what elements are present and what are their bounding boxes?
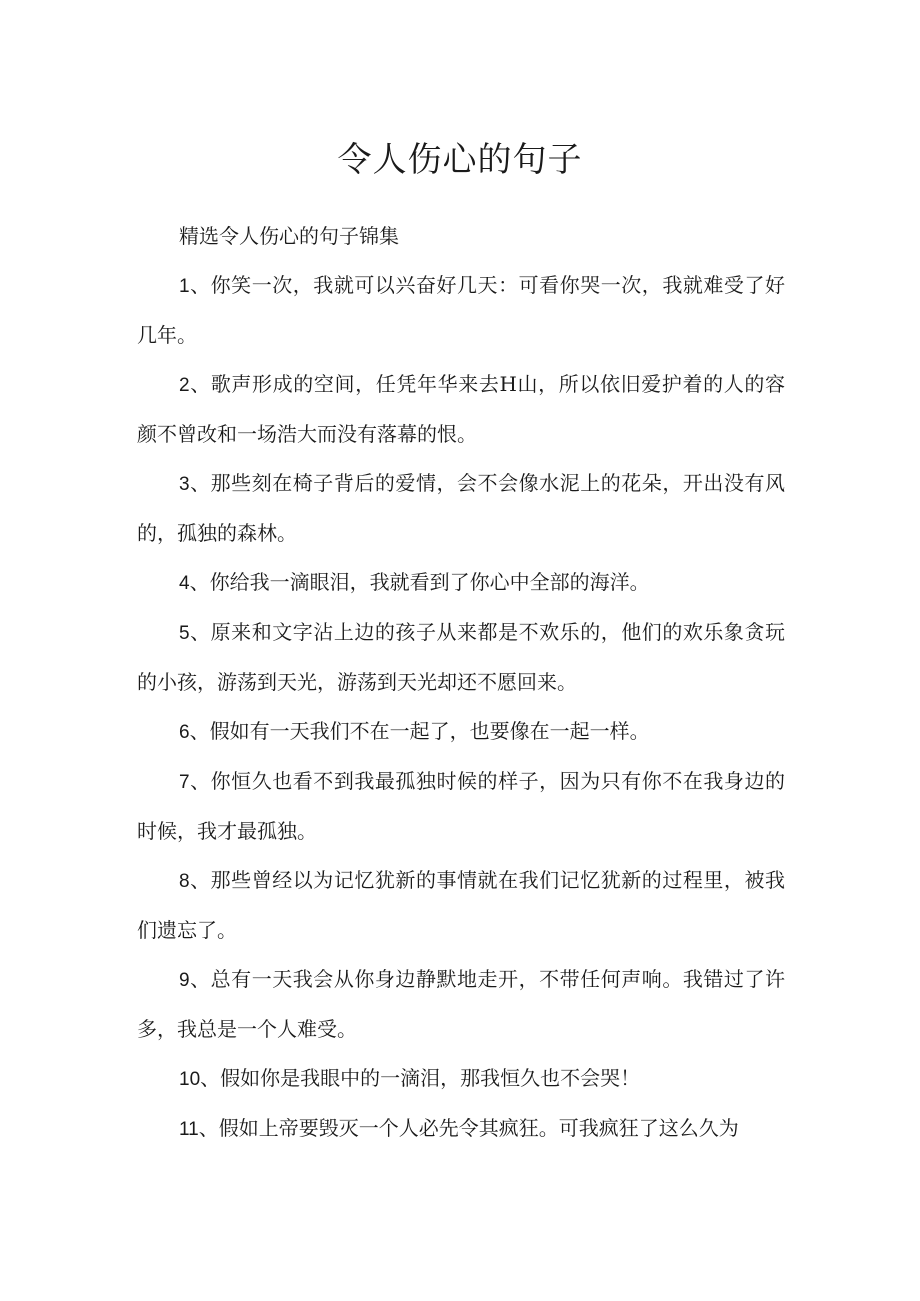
item-number: 5	[179, 623, 190, 644]
page-title: 令人伤心的句子	[337, 140, 583, 180]
item-number: 9	[179, 970, 190, 991]
item-text: 、假如你是我眼中的一滴泪，那我恒久也不会哭！	[200, 1066, 641, 1090]
item-text: 、假如上帝要毁灭一个人必先令其疯狂。可我疯狂了这么久为	[198, 1116, 739, 1140]
item-text: 、你笑一次，我就可以兴奋好几天：可看你哭一次，我就难受了好几年。	[137, 273, 785, 347]
item-text: 、总有一天我会从你身边静默地走开，不带任何声响。我错过了许多，我总是一个人难受。	[137, 967, 785, 1041]
item-text: 、歌声形成的空间，任凭年华来去H山，所以依旧爱护着的人的容颜不曾改和一场浩大而没有落幕的恨。	[137, 372, 785, 446]
item-text: 、你给我一滴眼泪，我就看到了你心中全部的海洋。	[189, 570, 650, 594]
sentence-item-6	[137, 707, 785, 757]
sentence-item-4	[137, 558, 785, 608]
sentence-item-3	[137, 459, 785, 558]
item-number: 1	[179, 276, 190, 297]
sentence-item-10	[137, 1054, 785, 1104]
sentence-item-8	[137, 856, 785, 955]
item-number: 10	[179, 1069, 201, 1090]
item-number: 6	[179, 722, 190, 743]
item-number: 2	[179, 375, 190, 396]
item-text: 、原来和文字沾上边的孩子从来都是不欢乐的，他们的欢乐象贪玩的小孩，游荡到天光，游荡到天光却还不愿回来。	[137, 620, 785, 694]
item-number: 7	[179, 772, 190, 793]
sentence-item-1	[137, 261, 785, 360]
item-number: 8	[179, 871, 190, 892]
sentence-item-11	[137, 1104, 785, 1154]
subtitle-paragraph: 精选令人伤心的句子锦集	[179, 224, 399, 248]
item-number: 3	[179, 474, 190, 495]
sentence-item-5	[137, 608, 785, 707]
item-text: 、那些曾经以为记忆犹新的事情就在我们记忆犹新的过程里，被我们遗忘了。	[137, 868, 785, 942]
document-body	[137, 212, 785, 1154]
item-number: 11	[179, 1119, 199, 1140]
sentence-item-7	[137, 757, 785, 856]
item-text: 、假如有一天我们不在一起了，也要像在一起一样。	[189, 719, 650, 743]
sentence-item-9	[137, 955, 785, 1054]
item-text: 、你恒久也看不到我最孤独时候的样子，因为只有你不在我身边的时候，我才最孤独。	[137, 769, 785, 843]
item-number: 4	[179, 573, 190, 594]
sentence-item-2	[137, 360, 785, 459]
item-text: 、那些刻在椅子背后的爱情，会不会像水泥上的花朵，开出没有风的，孤独的森林。	[137, 471, 785, 545]
